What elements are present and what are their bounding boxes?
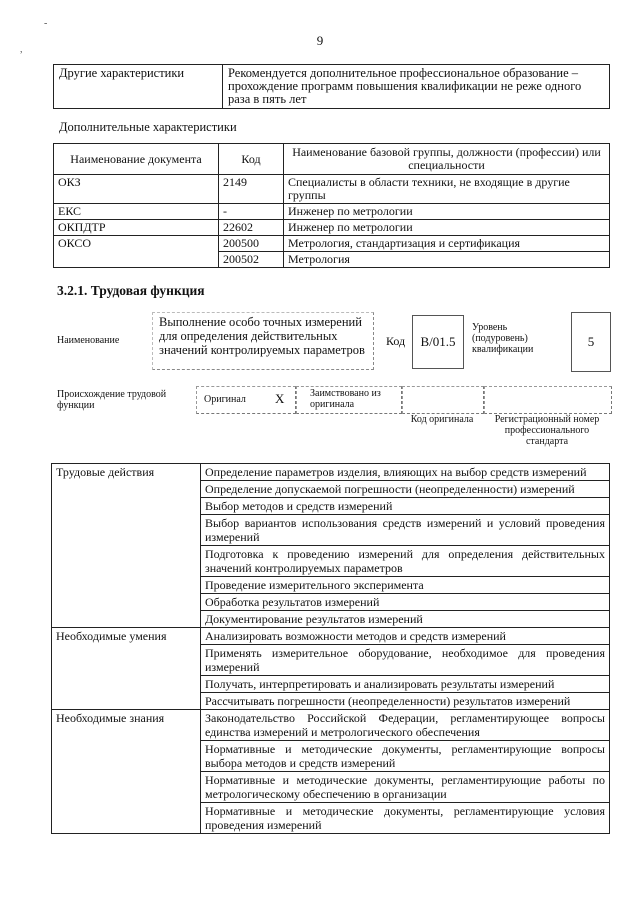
other-characteristics-label: Другие характеристики bbox=[54, 65, 223, 109]
cell-document: ОКЗ bbox=[54, 175, 219, 204]
list-item: Документирование результатов измерений bbox=[201, 611, 610, 628]
list-item: Выбор методов и средств измерений bbox=[201, 498, 610, 515]
category-required-knowledge: Необходимые знания bbox=[52, 710, 201, 834]
column-header-document: Наименование документа bbox=[54, 144, 219, 175]
name-label: Наименование bbox=[57, 335, 120, 346]
qualification-level-label: Уровень (подуровень) квалификации bbox=[472, 322, 534, 355]
cell-code: 200502 bbox=[219, 252, 284, 268]
table-row bbox=[54, 65, 610, 109]
labor-function-details-table bbox=[51, 463, 610, 834]
table-row bbox=[54, 175, 610, 204]
list-item: Нормативные и методические документы, регламентирующие вопросы выбора методов и средств измерений bbox=[201, 741, 610, 772]
cell-group-name: Метрология, стандартизация и сертификация bbox=[284, 236, 610, 252]
list-item: Определение параметров изделия, влияющих на выбор средств измерений bbox=[201, 464, 610, 481]
borrowed-label: Заимствовано из оригинала bbox=[310, 388, 381, 410]
original-label: Оригинал bbox=[204, 394, 246, 405]
category-required-skills: Необходимые умения bbox=[52, 628, 201, 710]
table-row bbox=[54, 204, 610, 220]
cell-code: 22602 bbox=[219, 220, 284, 236]
section-title: 3.2.1. Трудовая функция bbox=[57, 283, 205, 298]
original-mark: X bbox=[275, 391, 285, 406]
list-item: Нормативные и методические документы, регламентирующие работы по метрологическому обеспечению в организации bbox=[201, 772, 610, 803]
cell-group-name: Метрология bbox=[284, 252, 610, 268]
corner-mark: - bbox=[44, 18, 48, 29]
reg-number-label: Регистрационный номер профессионального стандарта bbox=[494, 414, 600, 447]
other-characteristics-value: Рекомендуется дополнительное профессиональное образование – прохождение программ повышения квалификации не реже одного раза в пять лет bbox=[223, 65, 610, 109]
category-labor-actions: Трудовые действия bbox=[52, 464, 201, 628]
table-row bbox=[54, 220, 610, 236]
list-item: Подготовка к проведению измерений для определения действительных значений контролируемых параметров bbox=[201, 546, 610, 577]
qualification-level-box: 5 bbox=[571, 312, 611, 372]
list-item: Рассчитывать погрешности (неопределенности) результатов измерений bbox=[201, 693, 610, 710]
cell-group-name: Специалисты в области техники, не входящие в другие группы bbox=[284, 175, 610, 204]
list-item: Обработка результатов измерений bbox=[201, 594, 610, 611]
original-code-label: Код оригинала bbox=[410, 414, 474, 425]
cell-group-name: Инженер по метрологии bbox=[284, 204, 610, 220]
list-item: Определение допускаемой погрешности (неопределенности) измерений bbox=[201, 481, 610, 498]
origin-label: Происхождение трудовой функции bbox=[57, 389, 167, 411]
table-row bbox=[52, 710, 610, 741]
table-row bbox=[52, 628, 610, 645]
list-item: Нормативные и методические документы, регламентирующие условия проведения измерений bbox=[201, 803, 610, 834]
cell-group-name: Инженер по метрологии bbox=[284, 220, 610, 236]
cell-code: 200500 bbox=[219, 236, 284, 252]
function-name-box: Выполнение особо точных измерений для определения действительных значений контролируемых параметров bbox=[152, 312, 374, 370]
cell-document: ОКПДТР bbox=[54, 220, 219, 236]
list-item: Получать, интерпретировать и анализировать результаты измерений bbox=[201, 676, 610, 693]
table-row bbox=[52, 464, 610, 481]
code-label: Код bbox=[386, 334, 406, 348]
cell-code: 2149 bbox=[219, 175, 284, 204]
additional-characteristics-title: Дополнительные характеристики bbox=[59, 120, 237, 134]
list-item: Выбор вариантов использования средств измерений и условий проведения измерений bbox=[201, 515, 610, 546]
function-code-box: B/01.5 bbox=[412, 315, 464, 369]
original-code-box bbox=[402, 386, 484, 414]
column-header-code: Код bbox=[219, 144, 284, 175]
cell-document: ЕКС bbox=[54, 204, 219, 220]
column-header-group-name: Наименование базовой группы, должности (профессии) или специальности bbox=[284, 144, 610, 175]
page-number: 9 bbox=[316, 33, 324, 48]
cell-code: - bbox=[219, 204, 284, 220]
list-item: Применять измерительное оборудование, необходимое для проведения измерений bbox=[201, 645, 610, 676]
list-item: Анализировать возможности методов и средств измерений bbox=[201, 628, 610, 645]
other-characteristics-table bbox=[53, 64, 610, 109]
list-item: Проведение измерительного эксперимента bbox=[201, 577, 610, 594]
table-header-row bbox=[54, 144, 610, 175]
reg-number-box bbox=[484, 386, 612, 414]
list-item: Законодательство Российской Федерации, регламентирующее вопросы единства измерений и метрологического обеспечения bbox=[201, 710, 610, 741]
additional-characteristics-table bbox=[53, 143, 610, 268]
corner-mark-2: , bbox=[20, 44, 23, 55]
cell-document: ОКСО bbox=[54, 236, 219, 268]
table-row bbox=[54, 236, 610, 252]
